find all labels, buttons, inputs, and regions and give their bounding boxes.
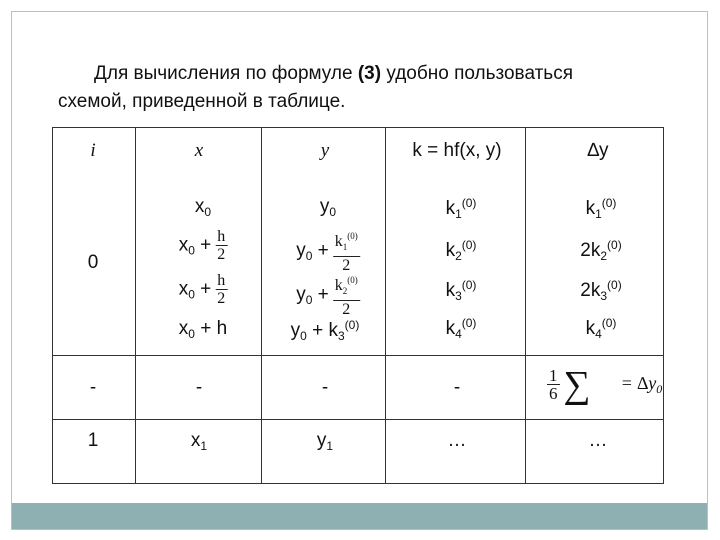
k-superscript: (0) <box>461 278 477 292</box>
formula-reference: (3) <box>357 63 382 84</box>
y-symbol: y <box>296 240 306 262</box>
header-delta-y: ∆y <box>587 140 609 161</box>
row1-x <box>191 430 207 453</box>
fraction <box>333 228 360 274</box>
x-symbol: x <box>178 278 189 300</box>
fraction <box>333 272 360 318</box>
header-k: k = hf(x, y) <box>412 140 502 161</box>
intro-text <box>58 60 678 116</box>
row-divider <box>53 419 663 420</box>
fraction-numerator: h <box>217 228 226 245</box>
y-subscript: 1 <box>326 439 334 453</box>
runge-kutta-table <box>52 127 664 484</box>
intro-line-2: схемой, приведенной в таблице. <box>58 91 346 112</box>
k-subscript: 2 <box>342 286 348 296</box>
k-superscript: (0) <box>461 196 477 210</box>
k-superscript: (0) <box>347 275 358 285</box>
row1-i: 1 <box>87 430 99 451</box>
delta-y-subscript: 0 <box>656 381 663 396</box>
k-subscript: 1 <box>342 242 348 252</box>
delta-y-symbol: = ∆y <box>620 372 657 393</box>
k-subscript: 3 <box>455 289 462 303</box>
slide-footer-bar <box>12 503 707 529</box>
k-superscript: (0) <box>601 196 617 210</box>
k-symbol: k <box>445 280 456 301</box>
one-sixth-fraction <box>547 367 560 402</box>
k-subscript: 2 <box>600 249 608 263</box>
plus-h: + h <box>194 318 228 339</box>
plus-k: + k <box>306 320 338 341</box>
dash-row-y: - <box>321 377 329 398</box>
k-superscript: (0) <box>347 231 358 241</box>
row0-i: 0 <box>87 252 99 273</box>
y-subscript: 0 <box>300 329 307 343</box>
k-symbol: 2k <box>580 240 601 261</box>
dash-row-k: - <box>453 377 461 398</box>
k-subscript: 1 <box>595 207 602 221</box>
k-superscript: (0) <box>461 316 477 330</box>
col-divider <box>135 128 136 483</box>
row0-x-2 <box>179 228 228 263</box>
sum-result <box>621 373 663 397</box>
row0-dy-4 <box>586 316 617 341</box>
sum-expression <box>543 363 663 406</box>
row0-y-1 <box>320 196 336 219</box>
k-superscript: (0) <box>344 318 360 332</box>
dash-row-i: - <box>89 377 97 398</box>
x-symbol: x <box>178 234 189 256</box>
k-superscript: (0) <box>607 278 622 292</box>
k-symbol: 2k <box>580 280 601 301</box>
x-subscript: 0 <box>188 243 195 258</box>
row0-y-4 <box>291 318 360 343</box>
k-subscript: 1 <box>455 207 462 221</box>
row1-k: … <box>447 430 467 451</box>
k-superscript: (0) <box>607 238 622 252</box>
k-symbol: k <box>585 318 596 339</box>
y-symbol: y <box>316 430 327 451</box>
fraction <box>215 272 227 307</box>
y-symbol: y <box>290 320 301 341</box>
x-symbol: x <box>178 318 189 339</box>
x-symbol: x <box>194 196 205 217</box>
fraction-denominator: 2 <box>217 290 226 307</box>
k-symbol: k <box>585 198 596 219</box>
header-x: x <box>194 140 204 161</box>
row1-dy: … <box>588 430 608 451</box>
intro-line-1 <box>58 60 678 88</box>
k-superscript: (0) <box>601 316 617 330</box>
fraction-denominator: 6 <box>549 384 558 403</box>
k-subscript: 4 <box>455 327 462 341</box>
plus-sign: + <box>312 240 329 262</box>
row0-y-2 <box>296 228 360 274</box>
row0-k-1 <box>446 196 477 221</box>
row0-k-4 <box>446 316 477 341</box>
dash-row-x: - <box>195 377 203 398</box>
x-subscript: 1 <box>200 439 208 453</box>
sigma-symbol: ∑ <box>563 363 591 406</box>
row0-x-4 <box>179 318 227 341</box>
plus-sign: + <box>194 234 212 256</box>
sum-formula <box>543 365 662 404</box>
k-symbol: k <box>445 240 456 261</box>
y-symbol: y <box>296 284 306 306</box>
row0-dy-1 <box>586 196 617 221</box>
fraction <box>215 228 227 263</box>
y-subscript: 0 <box>305 293 313 308</box>
fraction-numerator <box>333 228 360 257</box>
y-subscript: 0 <box>329 205 337 219</box>
header-i: i <box>90 140 96 161</box>
row0-y-3 <box>296 272 360 318</box>
fraction-numerator: h <box>217 272 226 289</box>
fraction-numerator <box>333 272 360 301</box>
x-subscript: 0 <box>188 287 195 302</box>
fraction-denominator: 2 <box>342 257 351 274</box>
y-subscript: 0 <box>305 249 313 264</box>
plus-sign: + <box>194 278 212 300</box>
row0-x-3 <box>179 272 228 307</box>
row-divider <box>53 355 663 356</box>
plus-sign: + <box>312 284 329 306</box>
intro-text-part: Для вычисления по формуле <box>94 63 358 84</box>
row1-y <box>317 430 333 453</box>
intro-text-part: удобно пользоваться <box>381 63 573 84</box>
row0-dy-2 <box>580 238 621 263</box>
k-subscript: 3 <box>600 289 608 303</box>
x-symbol: x <box>190 430 201 451</box>
header-y: y <box>320 140 330 161</box>
k-subscript: 3 <box>337 329 345 343</box>
fraction-denominator: 2 <box>217 246 226 263</box>
col-divider <box>525 128 526 483</box>
fraction-denominator: 2 <box>342 301 351 318</box>
k-symbol: k <box>334 233 343 250</box>
row0-x-1 <box>195 196 211 219</box>
fraction-numerator: 1 <box>549 366 558 385</box>
k-subscript: 4 <box>595 327 602 341</box>
row0-dy-3 <box>580 278 621 303</box>
x-subscript: 0 <box>188 327 195 341</box>
k-superscript: (0) <box>461 238 477 252</box>
row0-k-2 <box>446 238 477 263</box>
y-symbol: y <box>319 196 330 217</box>
col-divider <box>261 128 262 483</box>
k-symbol: k <box>445 198 456 219</box>
col-divider <box>385 128 386 483</box>
k-symbol: k <box>334 277 343 294</box>
k-subscript: 2 <box>455 249 462 263</box>
k-symbol: k <box>445 318 456 339</box>
x-subscript: 0 <box>204 205 212 219</box>
row0-k-3 <box>446 278 477 303</box>
